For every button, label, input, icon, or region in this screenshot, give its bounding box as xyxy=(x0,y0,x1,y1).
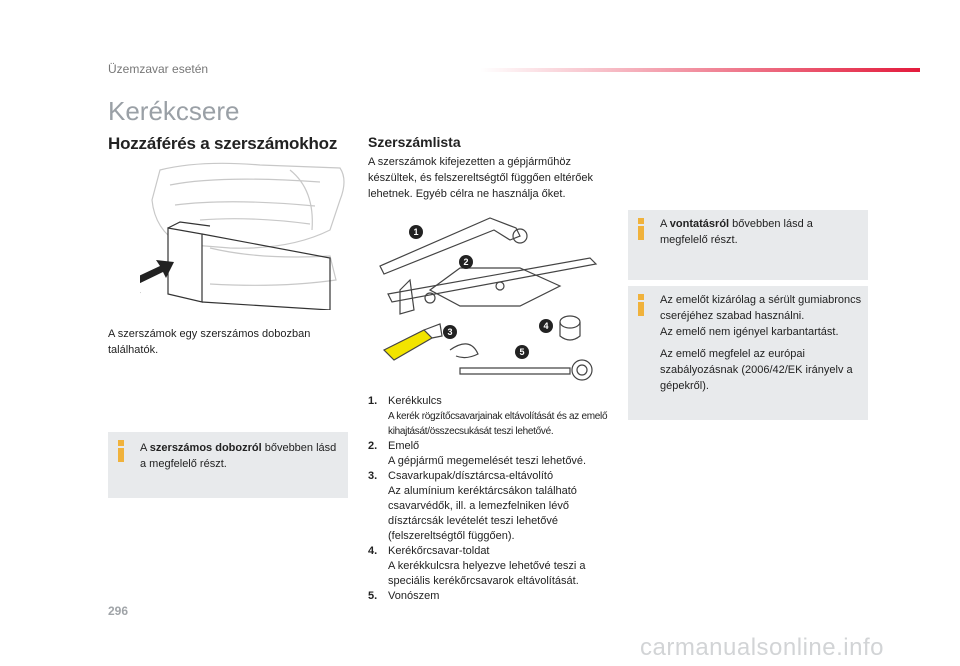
tool-number-4: 4 xyxy=(543,321,549,331)
info-box-toolbox xyxy=(108,432,348,498)
breadcrumb: Üzemzavar esetén xyxy=(108,62,209,76)
tool-number-5: 5 xyxy=(519,347,525,357)
info-text-toolbox: A szerszámos dobozról bővebben lásd a megfelelő részt. xyxy=(140,442,337,470)
list-item: 5. Vonószem xyxy=(368,590,440,602)
seat-caption: A szerszámok egy szerszámos dobozban találhatók. xyxy=(108,328,311,356)
info-icon xyxy=(636,294,646,316)
watermark: carmanualsonline.info xyxy=(640,634,884,661)
info-icon xyxy=(116,440,126,462)
info-box-towing xyxy=(628,210,868,280)
list-item: 1. Kerékkulcs A kerék rögzítőcsavarjainak eltávolítását és az emelő kihajtását/összecsukását teszi lehetővé. xyxy=(368,395,608,437)
page-title: Kerékcsere xyxy=(108,96,240,126)
tool-number-3: 3 xyxy=(447,327,453,337)
info-text-jack: Az emelőt kizárólag a sérült gumiabroncs cseréjéhez szabad használni. Az emelő nem igényel karbantartást. Az emelő megfelel az európai szabályozásnak (2006/42/EK irányelv a gépekről). xyxy=(660,294,862,392)
header-accent-bar xyxy=(480,68,920,72)
section-heading-toollist: Szerszámlista xyxy=(368,134,461,150)
info-icon xyxy=(636,218,646,240)
list-item: 3. Csavarkupak/dísztárcsa-eltávolító Az alumínium keréktárcsákon található csavarvédők, ill. a lemezfelniken lévő dísztárcsák levételét teszi lehetővé (felszereltségtől függően). xyxy=(368,470,577,542)
seat-toolbox-illustration xyxy=(140,160,350,310)
toollist-intro: A szerszámok kifejezetten a gépjárműhöz készültek, és felszereltségtől függően eltérőek lehetnek. Egyéb célra ne használja őket. xyxy=(368,156,594,200)
info-text-towing: A vontatásról bővebben lásd a megfelelő részt. xyxy=(660,218,813,246)
section-heading-access: Hozzáférés a szerszámokhoz xyxy=(108,134,338,153)
info-box-jack xyxy=(628,286,868,420)
list-item: 4. Kerékőrcsavar-toldat A kerékkulcsra helyezve lehetővé teszi a speciális kerékőrcsavarok eltávolítását. xyxy=(368,545,586,587)
tool-number-2: 2 xyxy=(463,257,469,267)
page-number: 296 xyxy=(108,604,129,618)
list-item: 2. Emelő A gépjármű megemelését teszi lehetővé. xyxy=(368,440,587,467)
tool-number-1: 1 xyxy=(413,227,419,237)
tool-kit-illustration xyxy=(370,210,610,386)
tool-list xyxy=(368,394,618,604)
